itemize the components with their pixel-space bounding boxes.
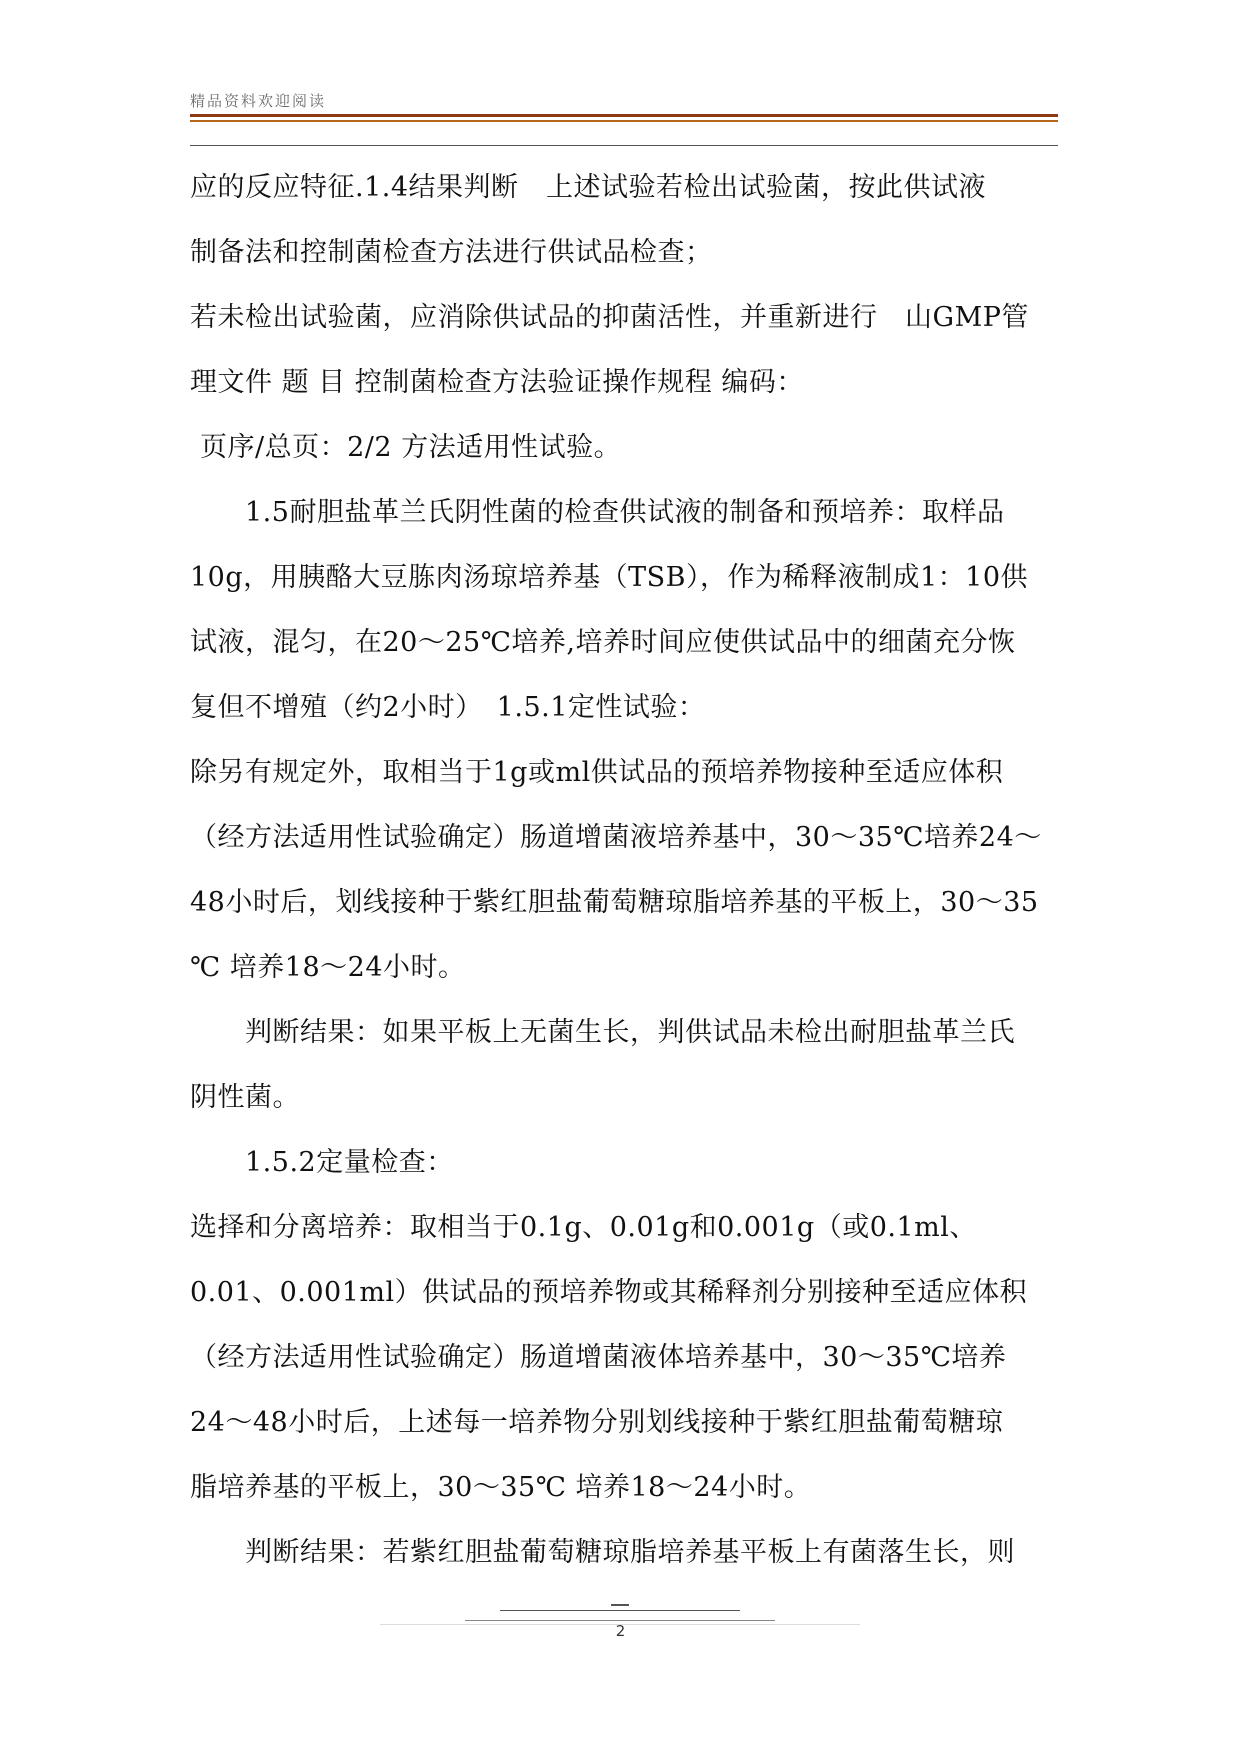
body-line: 48小时后，划线接种于紫红胆盐葡萄糖琼脂培养基的平板上，30～35 xyxy=(190,887,1039,918)
body-line: 24～48小时后，上述每一培养物分别划线接种于紫红胆盐葡萄糖琼 xyxy=(190,1407,1004,1438)
body-line: （经方法适用性试验确定）肠道增菌液培养基中，30～35℃培养24～ xyxy=(190,822,1042,853)
header-rule-thin xyxy=(190,145,1058,146)
body-line: ℃ 培养18～24小时。 xyxy=(190,952,466,983)
document-body xyxy=(190,155,1070,1585)
body-line: 复但不增殖（约2小时） 1.5.1定性试验： xyxy=(190,692,706,723)
body-line: 判断结果：若紫红胆盐葡萄糖琼脂培养基平板上有菌落生长，则 xyxy=(245,1537,1015,1568)
body-line: 试液，混匀，在20～25℃培养,培养时间应使供试品中的细菌充分恢 xyxy=(190,627,1016,658)
header-rule-mid xyxy=(190,120,1058,122)
body-line: 应的反应特征.1.4结果判断 上述试验若检出试验菌，按此供试液 xyxy=(190,172,987,203)
body-line: 制备法和控制菌检查方法进行供试品检查； xyxy=(190,237,713,268)
footer-rule xyxy=(465,1620,775,1621)
page-header-title: 精品资料欢迎阅读 xyxy=(190,92,327,110)
body-line: 除另有规定外，取相当于1g或ml供试品的预培养物接种至适应体积 xyxy=(190,757,1004,788)
body-line: 阴性菌。 xyxy=(190,1082,300,1113)
body-line: 0.01、0.001ml）供试品的预培养物或其稀释剂分别接种至适应体积 xyxy=(190,1277,1028,1308)
page-number: 2 xyxy=(615,1622,626,1640)
body-line: 选择和分离培养：取相当于0.1g、0.01g和0.001g（或0.1ml、 xyxy=(190,1212,977,1243)
header-rule-thick xyxy=(190,114,1058,117)
body-line: 1.5.2定量检查： xyxy=(245,1147,454,1178)
body-line: 若未检出试验菌，应消除供试品的抑菌活性，并重新进行 山GMP管 xyxy=(190,302,1029,333)
footer-dash xyxy=(611,1604,629,1606)
body-line: 判断结果：如果平板上无菌生长，判供试品未检出耐胆盐革兰氏 xyxy=(245,1017,1015,1048)
footer-rule xyxy=(500,1610,740,1611)
body-line: （经方法适用性试验确定）肠道增菌液体培养基中，30～35℃培养 xyxy=(190,1342,1007,1373)
body-line: 页序/总页：2/2 方法适用性试验。 xyxy=(200,432,622,463)
body-line: 脂培养基的平板上，30～35℃ 培养18～24小时。 xyxy=(190,1472,812,1503)
body-line: 10g，用胰酪大豆胨肉汤琼培养基（TSB），作为稀释液制成1：10供 xyxy=(190,562,1029,593)
body-line: 1.5耐胆盐革兰氏阴性菌的检查供试液的制备和预培养：取样品 xyxy=(245,497,1005,528)
body-line: 理文件 题 目 控制菌检查方法验证操作规程 编码： xyxy=(190,367,804,398)
